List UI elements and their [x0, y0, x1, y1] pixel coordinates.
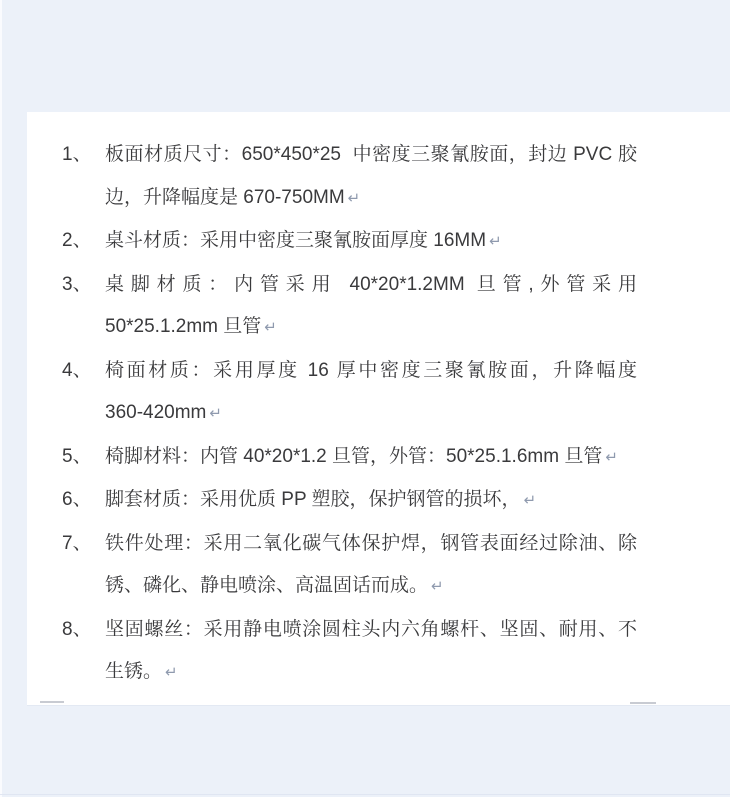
- list-item-text-line: [105, 651, 637, 695]
- list-item: [62, 220, 637, 264]
- list-item-text-line: [105, 134, 637, 177]
- list-item-text-line: [105, 220, 637, 264]
- paragraph-return-mark-icon: ↵: [431, 578, 444, 595]
- text-boundary-mark-right: [630, 702, 656, 704]
- list-item: [62, 523, 637, 609]
- list-item-text-line: [105, 523, 637, 566]
- list-item: [62, 436, 637, 480]
- paragraph-return-mark-icon: ↵: [523, 492, 537, 509]
- list-item-text-line: [105, 609, 637, 652]
- paragraph-return-mark-icon: ↵: [489, 233, 502, 250]
- list-item-text-line: [105, 479, 637, 523]
- list-item-number: 2、: [62, 230, 92, 251]
- list-item-text-line: [105, 177, 637, 221]
- list-item: [62, 134, 637, 220]
- list-item-text-line: [105, 306, 637, 350]
- list-item-text: 锈、磷化、静电喷涂、高温固话而成。: [105, 575, 429, 596]
- list-item-text: 板面材质尺寸：650*450*25 中密度三聚氰胺面，封边 PVC 胶: [105, 144, 637, 165]
- list-item-text: 生锈。: [105, 661, 163, 682]
- list-item-number: 3、: [62, 273, 92, 295]
- paragraph-return-mark-icon: ↵: [264, 319, 277, 336]
- window-bottom-divider: [0, 794, 730, 795]
- paragraph-return-mark-icon: ↵: [209, 405, 222, 422]
- list-item-number: 1、: [62, 144, 92, 165]
- paragraph-return-mark-icon: ↵: [605, 448, 618, 466]
- list-item: [62, 264, 637, 350]
- list-item-text-line: [105, 350, 637, 393]
- list-item-text: 360-420mm: [105, 402, 207, 423]
- spec-list: [27, 112, 730, 705]
- list-item-number: 4、: [62, 359, 92, 381]
- list-item-text: 桌脚材质：内管采用 40*20*1.2MM 旦管,外管采用: [105, 273, 637, 295]
- list-item-text: 椅脚材料：内管 40*20*1.2 旦管，外管：50*25.1.6mm 旦管: [105, 445, 603, 467]
- list-item: [62, 609, 637, 695]
- document-page: [27, 112, 730, 706]
- list-item-text-line: [105, 392, 637, 436]
- list-item-text: 坚固螺丝：采用静电喷涂圆柱头内六角螺杆、坚固、耐用、不: [105, 618, 637, 640]
- list-item-text: 脚套材质：采用优质 PP 塑胶，保护钢管的损坏，: [105, 489, 521, 510]
- list-item-text: 桌斗材质：采用中密度三聚氰胺面厚度 16MM: [105, 230, 487, 251]
- list-item-text: 铁件处理：采用二氧化碳气体保护焊，钢管表面经过除油、除: [105, 532, 637, 554]
- list-item-text: 椅面材质：采用厚度 16 厚中密度三聚氰胺面，升降幅度: [105, 359, 637, 381]
- list-item-number: 6、: [62, 489, 92, 510]
- list-item: [62, 350, 637, 436]
- window-edge-highlight: [0, 0, 2, 797]
- list-item-text-line: [105, 436, 637, 480]
- paragraph-return-mark-icon: ↵: [347, 189, 361, 207]
- text-boundary-mark-left: [40, 701, 64, 703]
- list-item: [62, 479, 637, 523]
- list-item-text-line: [105, 565, 637, 609]
- list-item-number: 7、: [62, 532, 92, 554]
- list-item-number: 5、: [62, 445, 92, 467]
- list-item-number: 8、: [62, 618, 92, 640]
- paragraph-return-mark-icon: ↵: [165, 664, 178, 681]
- list-item-text: 50*25.1.2mm 旦管: [105, 316, 262, 337]
- list-item-text-line: [105, 264, 637, 307]
- list-item-text: 边，升降幅度是 670-750MM: [105, 186, 345, 208]
